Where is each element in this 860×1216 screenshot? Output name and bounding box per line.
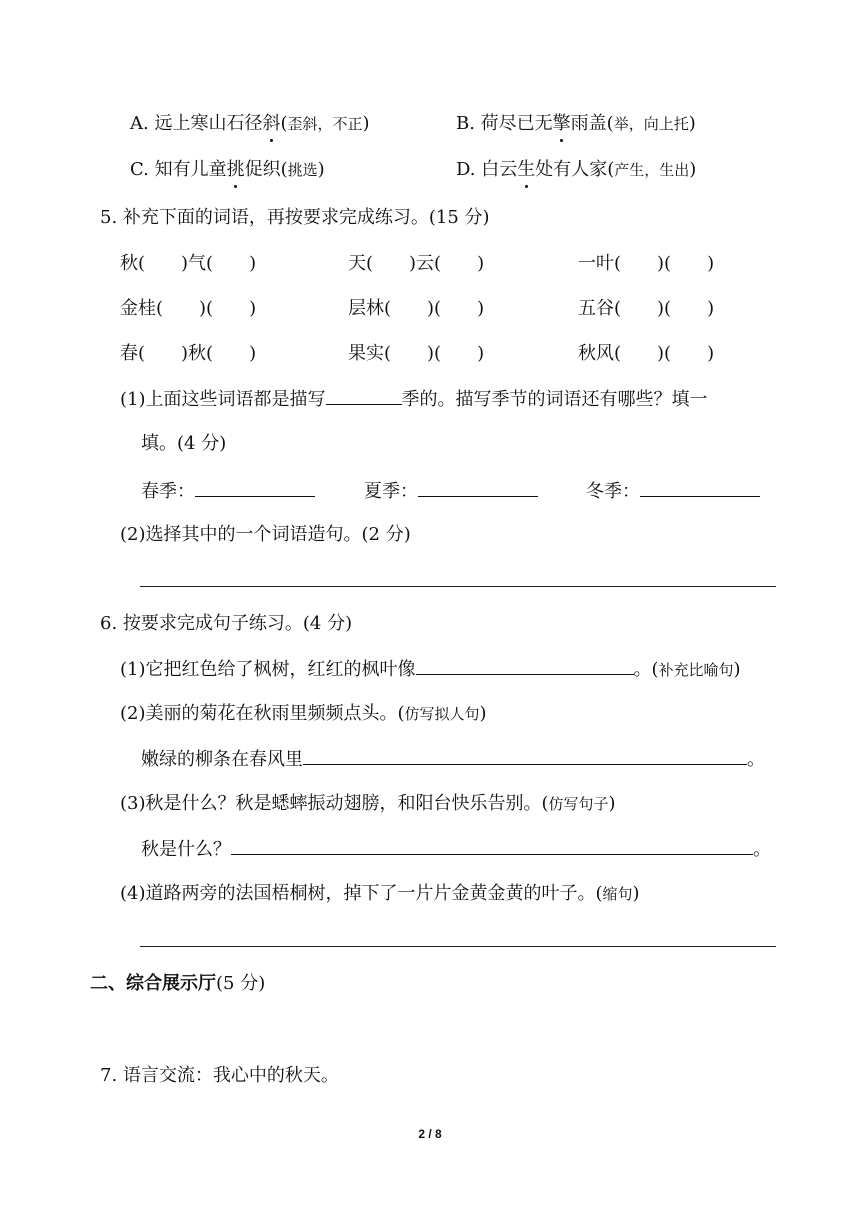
summer-field: 夏季： [364, 478, 538, 505]
answer-blank[interactable] [416, 656, 634, 675]
word-blank[interactable]: 果实( )( ) [348, 343, 485, 364]
answer-blank[interactable] [326, 386, 402, 405]
word-blank[interactable]: 金桂( )( ) [120, 298, 257, 319]
answer-line[interactable] [140, 946, 776, 947]
answer-blank[interactable] [231, 836, 753, 855]
answer-blank[interactable] [418, 478, 538, 497]
word-blank[interactable]: 秋( )气( ) [120, 253, 257, 274]
word-blank[interactable]: 天( )云( ) [348, 253, 485, 274]
option-b: B. 荷尽已无擎雨盖(举，向上托) [456, 111, 696, 137]
word-blank[interactable]: 一叶( )( ) [578, 253, 715, 274]
word-blank[interactable]: 层林( )( ) [348, 298, 485, 319]
sentence-1: (1)它把红色给了枫树，红红的枫叶像 。(补充比喻句) [120, 656, 741, 683]
sub-question-1-cont: 填。(4 分) [141, 433, 227, 454]
sentence-4: (4)道路两旁的法国梧桐树，掉下了一片片金黄金黄的叶子。(缩句) [120, 883, 640, 904]
dotted-char: 擎 [553, 111, 571, 137]
sentence-2: (2)美丽的菊花在秋雨里频频点头。(仿写拟人句) [120, 703, 487, 724]
option-d: D. 白云生处有人家(产生，生出) [456, 157, 696, 183]
word-blank[interactable]: 五谷( )( ) [578, 298, 715, 319]
spring-field: 春季： [141, 478, 315, 505]
word-blank[interactable]: 秋风( )( ) [578, 343, 715, 364]
question-6-title: 6. 按要求完成句子练习。(4 分) [100, 613, 353, 634]
sub-question-2: (2)选择其中的一个词语造句。(2 分) [120, 524, 411, 545]
sub-question-1: (1)上面这些词语都是描写 季的。描写季节的词语还有哪些？填一 [120, 386, 708, 413]
option-a: A. 远上寒山石径斜(歪斜，不正) [130, 111, 370, 137]
page-number: 2 / 8 [418, 1127, 442, 1141]
sentence-2-answer: 嫩绿的柳条在春风里 。 [141, 746, 765, 773]
answer-blank[interactable] [640, 478, 760, 497]
answer-line[interactable] [140, 586, 776, 587]
question-7-title: 7. 语言交流：我心中的秋天。 [100, 1065, 339, 1086]
word-blank[interactable]: 春( )秋( ) [120, 343, 257, 364]
dotted-char: 斜 [262, 111, 280, 137]
winter-field: 冬季： [586, 478, 760, 505]
sentence-3-answer: 秋是什么？ 。 [141, 836, 771, 863]
sentence-3: (3)秋是什么？秋是蟋蟀振动翅膀，和阳台快乐告别。(仿写句子) [120, 793, 616, 814]
section-2-heading: 二、综合展示厅(5 分) [90, 973, 266, 994]
dotted-char: 生 [517, 157, 535, 183]
answer-blank[interactable] [303, 746, 747, 765]
answer-blank[interactable] [195, 478, 315, 497]
dotted-char: 挑 [227, 157, 245, 183]
question-5-title: 5. 补充下面的词语，再按要求完成练习。(15 分) [100, 207, 490, 228]
option-c: C. 知有儿童挑促织(挑选) [130, 157, 325, 183]
